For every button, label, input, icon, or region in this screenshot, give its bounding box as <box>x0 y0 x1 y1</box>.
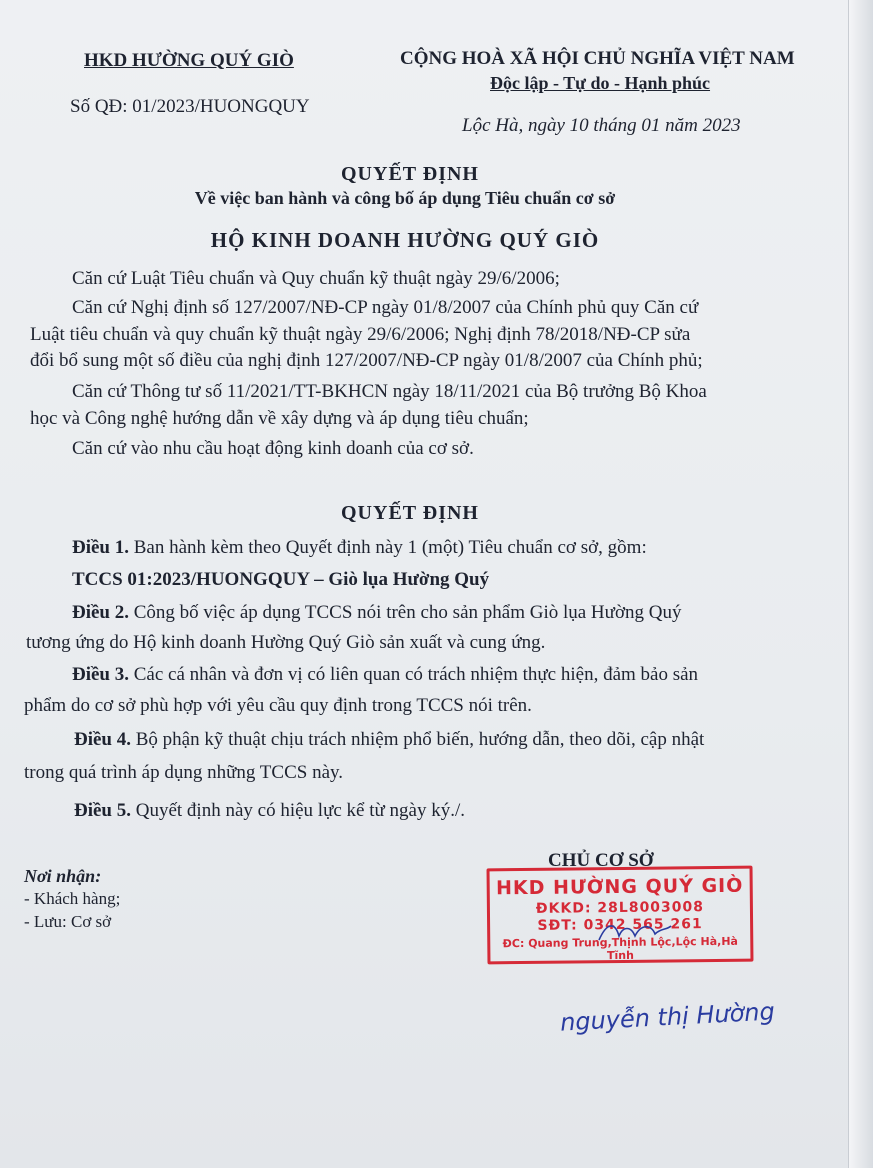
article-text: Công bố việc áp dụng TCCS nói trên cho sản phẩm Giò lụa Hường Quý <box>133 602 682 623</box>
article-label: Điều 3. <box>72 664 129 685</box>
decision-number: Số QĐ: 01/2023/HUONGQUY <box>70 96 310 117</box>
company-stamp <box>487 866 754 965</box>
article-text: Quyết định này có hiệu lực kể từ ngày ký./. <box>135 800 466 821</box>
signature-title: CHỦ CƠ SỞ <box>548 850 654 871</box>
article-text: Bộ phận kỹ thuật chịu trách nhiệm phổ biến, hướng dẫn, theo dõi, cập nhật <box>135 729 705 750</box>
article-3 <box>72 664 698 686</box>
recipients-heading: Nơi nhận: <box>24 866 102 886</box>
stamp-name: HKD HƯỜNG QUÝ GIÒ <box>495 874 744 900</box>
recipient-item: - Khách hàng; <box>24 889 121 908</box>
article-4 <box>74 729 704 751</box>
basis-line: Căn cứ Thông tư số 11/2021/TT-BKHCN ngày 18/11/2021 của Bộ trưởng Bộ Khoa <box>72 381 707 402</box>
basis-line: học và Công nghệ hướng dẫn về xây dựng và áp dụng tiêu chuẩn; <box>30 408 529 429</box>
basis-line: Căn cứ Luật Tiêu chuẩn và Quy chuẩn kỹ thuật ngày 29/6/2006; <box>72 268 560 289</box>
document-title: QUYẾT ĐỊNH <box>341 163 479 185</box>
article-1 <box>72 537 647 559</box>
initials-scribble <box>595 918 675 946</box>
signer-name: nguyễn thị Hường <box>559 997 776 1037</box>
place-date: Lộc Hà, ngày 10 tháng 01 năm 2023 <box>462 115 741 136</box>
decision-heading: QUYẾT ĐỊNH <box>341 502 479 524</box>
article-label: Điều 5. <box>74 800 131 821</box>
national-title: CỘNG HOÀ XÃ HỘI CHỦ NGHĨA VIỆT NAM <box>400 48 795 69</box>
basis-line: Căn cứ Nghị định số 127/2007/NĐ-CP ngày 01/8/2007 của Chính phủ quy Căn cứ <box>72 297 699 318</box>
article-label: Điều 2. <box>72 602 129 623</box>
stamp-address: ĐC: Quang Trung,Thịnh Lộc,Lộc Hà,Hà Tĩnh <box>502 934 739 963</box>
stamp-registration: ĐKKD: 28L8003008 <box>535 899 705 917</box>
article-text: Các cá nhân và đơn vị có liên quan có trách nhiệm thực hiện, đảm bảo sản <box>133 664 699 685</box>
article-2 <box>72 602 681 624</box>
issuer-heading: HỘ KINH DOANH HƯỜNG QUÝ GIÒ <box>210 228 600 252</box>
article-5 <box>74 800 465 822</box>
org-name: HKD HƯỜNG QUÝ GIÒ <box>84 50 294 71</box>
article-2-continuation: tương ứng do Hộ kinh doanh Hường Quý Giò sản xuất và cung ứng. <box>26 632 546 653</box>
page-edge <box>848 0 873 1168</box>
article-text: Ban hành kèm theo Quyết định này 1 (một) Tiêu chuẩn cơ sở, gồm: <box>133 537 647 558</box>
standard-name: TCCS 01:2023/HUONGQUY – Giò lụa Hường Quý <box>72 569 490 590</box>
recipient-item: - Lưu: Cơ sở <box>24 912 112 931</box>
basis-line: đổi bổ sung một số điều của nghị định 127/2007/NĐ-CP ngày 01/8/2007 của Chính phủ; <box>30 350 703 371</box>
document-subject: Về việc ban hành và công bố áp dụng Tiêu chuẩn cơ sở <box>194 188 616 208</box>
article-label: Điều 4. <box>74 729 131 750</box>
stamp-phone: SĐT: 0342 565 261 <box>537 916 703 934</box>
basis-line: Căn cứ vào nhu cầu hoạt động kinh doanh của cơ sở. <box>72 438 474 459</box>
motto: Độc lập - Tự do - Hạnh phúc <box>490 73 711 93</box>
article-4-continuation: trong quá trình áp dụng những TCCS này. <box>24 762 344 783</box>
basis-line: Luật tiêu chuẩn và quy chuẩn kỹ thuật ngày 29/6/2006; Nghị định 78/2018/NĐ-CP sửa <box>30 324 691 345</box>
article-label: Điều 1. <box>72 537 129 558</box>
article-3-continuation: phẩm do cơ sở phù hợp với yêu cầu quy định trong TCCS nói trên. <box>24 695 532 716</box>
